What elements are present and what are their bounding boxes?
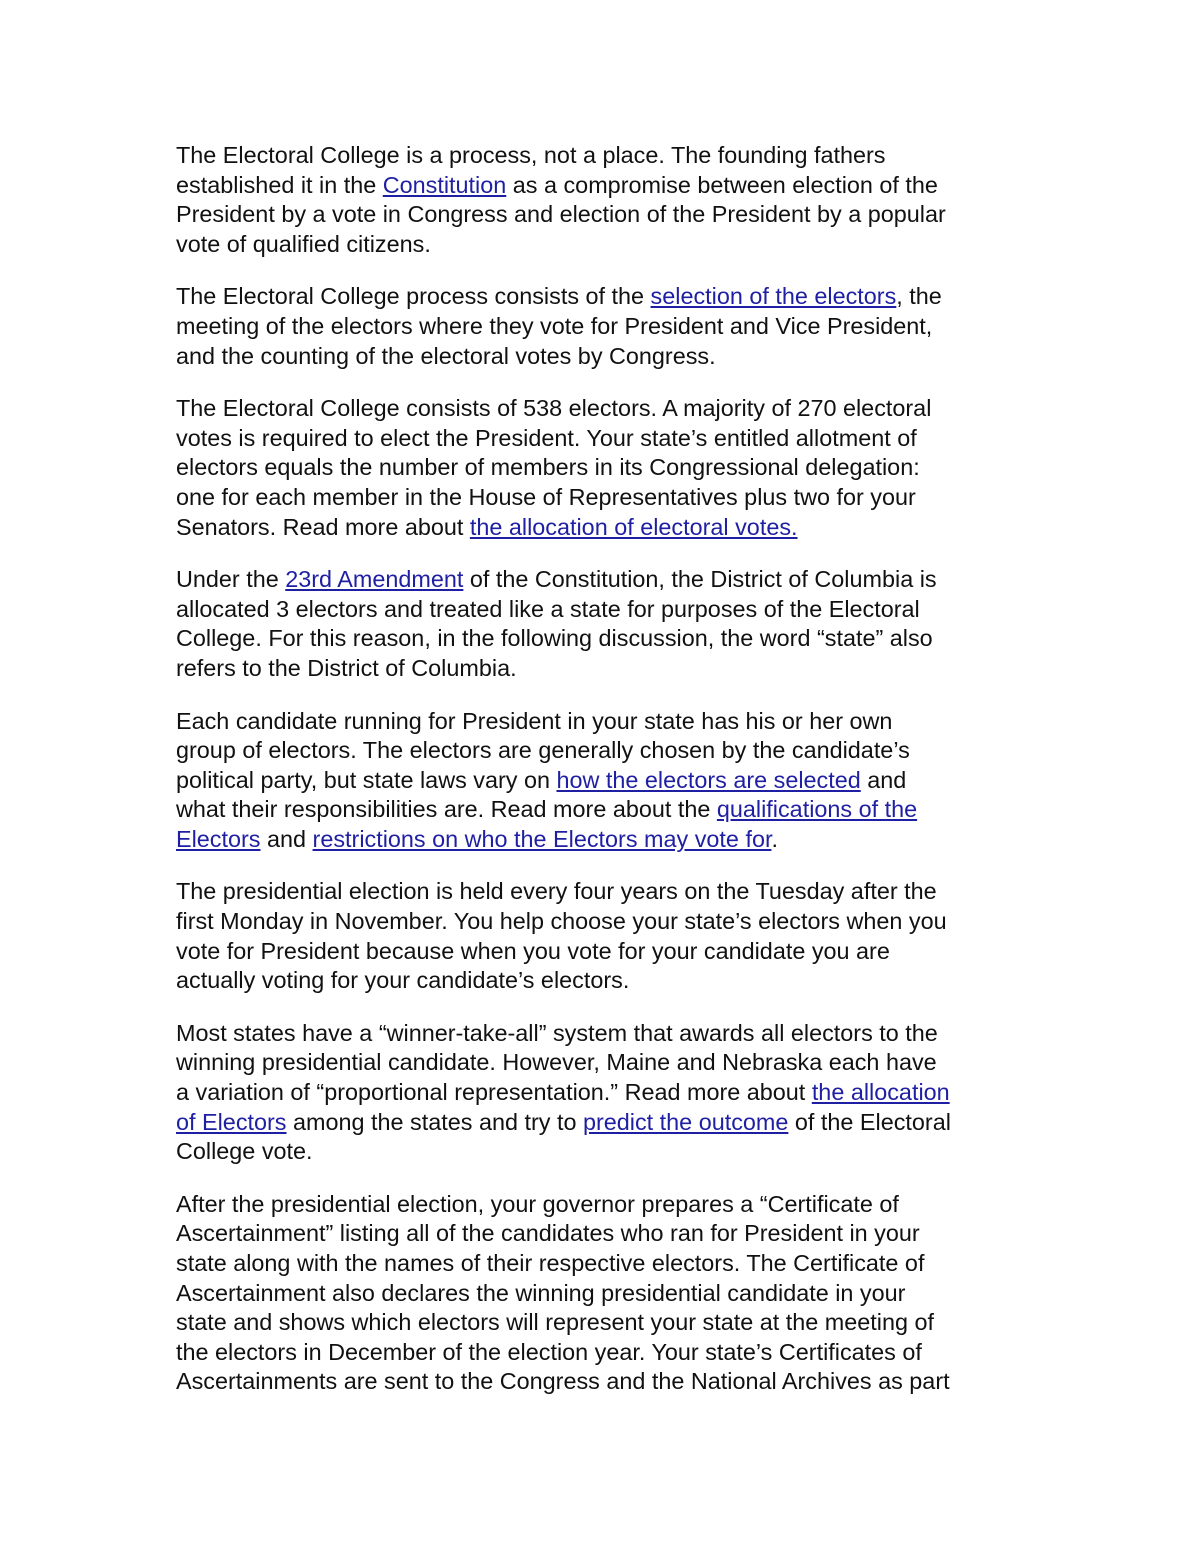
text-line: Each candidate running for President in your state has his or her own (176, 707, 893, 734)
text-line: Ascertainment also declares the winning presidential candidate in your (176, 1279, 906, 1306)
text-line: group of electors. The electors are generally chosen by the candidate’s (176, 737, 910, 764)
link-23rd-amendment[interactable]: 23rd Amendment (285, 566, 464, 593)
paragraph-certificate-of-ascertainment (176, 1190, 1028, 1397)
text-line: Most states have a “winner-take-all” system that awards all electors to the (176, 1019, 938, 1046)
paragraph-winner-take-all (176, 1019, 1028, 1167)
text-line: The presidential election is held every four years on the Tuesday after the (176, 878, 937, 905)
paragraph-process (176, 282, 1028, 371)
text-line: the electors in December of the election year. Your state’s Certificates of (176, 1338, 922, 1365)
text-line: The Electoral College consists of 538 electors. A majority of 270 electoral (176, 395, 932, 422)
text-line: and the counting of the electoral votes by Congress. (176, 342, 716, 369)
text-segment: and (860, 766, 907, 793)
text-segment: Senators. Read more about (176, 513, 470, 540)
text-line (176, 171, 1028, 201)
document-body (176, 141, 1028, 1397)
link-selection-of-electors[interactable]: selection of the electors (650, 283, 897, 310)
link-qualifications-of-electors-cont[interactable]: Electors (176, 825, 261, 852)
link-restrictions-on-electors[interactable]: restrictions on who the Electors may vote for (312, 825, 772, 852)
text-line: vote for President because when you vote for your candidate you are (176, 937, 890, 964)
text-line (176, 565, 1028, 595)
text-line: meeting of the electors where they vote for President and Vice President, (176, 312, 933, 339)
text-line: After the presidential election, your governor prepares a “Certificate of (176, 1190, 899, 1217)
text-line: electors equals the number of members in its Congressional delegation: (176, 454, 920, 481)
text-segment: political party, but state laws vary on (176, 766, 557, 793)
link-allocation-of-electors[interactable]: the allocation (811, 1079, 950, 1106)
text-line: votes is required to elect the President. Your state’s entitled allotment of (176, 424, 917, 451)
text-line: state and shows which electors will represent your state at the meeting of (176, 1309, 934, 1336)
text-line (176, 825, 1028, 855)
link-allocation-of-electors-cont[interactable]: of Electors (176, 1108, 287, 1135)
text-line: refers to the District of Columbia. (176, 654, 517, 681)
text-line: vote of qualified citizens. (176, 230, 431, 257)
text-line (176, 795, 1028, 825)
text-segment: , the (896, 283, 942, 310)
link-predict-the-outcome[interactable]: predict the outcome (582, 1108, 789, 1135)
text-segment: among the states and try to (286, 1108, 583, 1135)
paragraph-electoral-college-intro (176, 141, 1028, 259)
text-line: The Electoral College is a process, not a place. The founding fathers (176, 142, 886, 168)
text-line (176, 513, 1028, 543)
link-how-electors-selected[interactable]: how the electors are selected (556, 766, 861, 793)
link-qualifications-of-electors[interactable]: qualifications of the (716, 796, 918, 823)
text-segment: Under the (176, 566, 286, 593)
text-segment: The Electoral College process consists of the (176, 283, 651, 310)
text-segment: a variation of “proportional representation.” Read more about (176, 1079, 812, 1106)
text-line (176, 282, 1028, 312)
text-segment: what their responsibilities are. Read more about the (176, 796, 717, 823)
paragraph-538-electors (176, 394, 1028, 542)
text-line: College vote. (176, 1138, 313, 1165)
text-line: state along with the names of their respective electors. The Certificate of (176, 1250, 925, 1276)
text-segment: as a compromise between election of the (506, 171, 938, 198)
text-segment: established it in the (176, 171, 383, 198)
text-segment: and (260, 825, 313, 852)
text-line: College. For this reason, in the following discussion, the word “state” also (176, 625, 933, 652)
text-segment: . (771, 825, 778, 852)
text-line: allocated 3 electors and treated like a state for purposes of the Electoral (176, 595, 920, 622)
text-line: President by a vote in Congress and election of the President by a popular (176, 201, 946, 228)
text-line: one for each member in the House of Representatives plus two for your (176, 483, 916, 510)
link-allocation-of-electoral-votes[interactable]: the allocation of electoral votes. (469, 513, 798, 540)
text-line: winning presidential candidate. However, Maine and Nebraska each have (176, 1049, 937, 1076)
text-line: actually voting for your candidate’s electors. (176, 967, 630, 994)
paragraph-election-day (176, 877, 1028, 995)
paragraph-23rd-amendment (176, 565, 1028, 683)
text-line (176, 766, 1028, 796)
text-line: Ascertainments are sent to the Congress and the National Archives as part (176, 1368, 950, 1395)
text-segment: of the Constitution, the District of Columbia is (463, 566, 937, 593)
link-constitution[interactable]: Constitution (382, 171, 507, 198)
text-line (176, 1108, 1028, 1138)
text-line: first Monday in November. You help choose your state’s electors when you (176, 908, 947, 935)
text-line (176, 1078, 1028, 1108)
paragraph-candidate-electors (176, 707, 1028, 855)
text-line: Ascertainment” listing all of the candidates who ran for President in your (176, 1220, 920, 1247)
text-segment: of the Electoral (788, 1108, 951, 1135)
